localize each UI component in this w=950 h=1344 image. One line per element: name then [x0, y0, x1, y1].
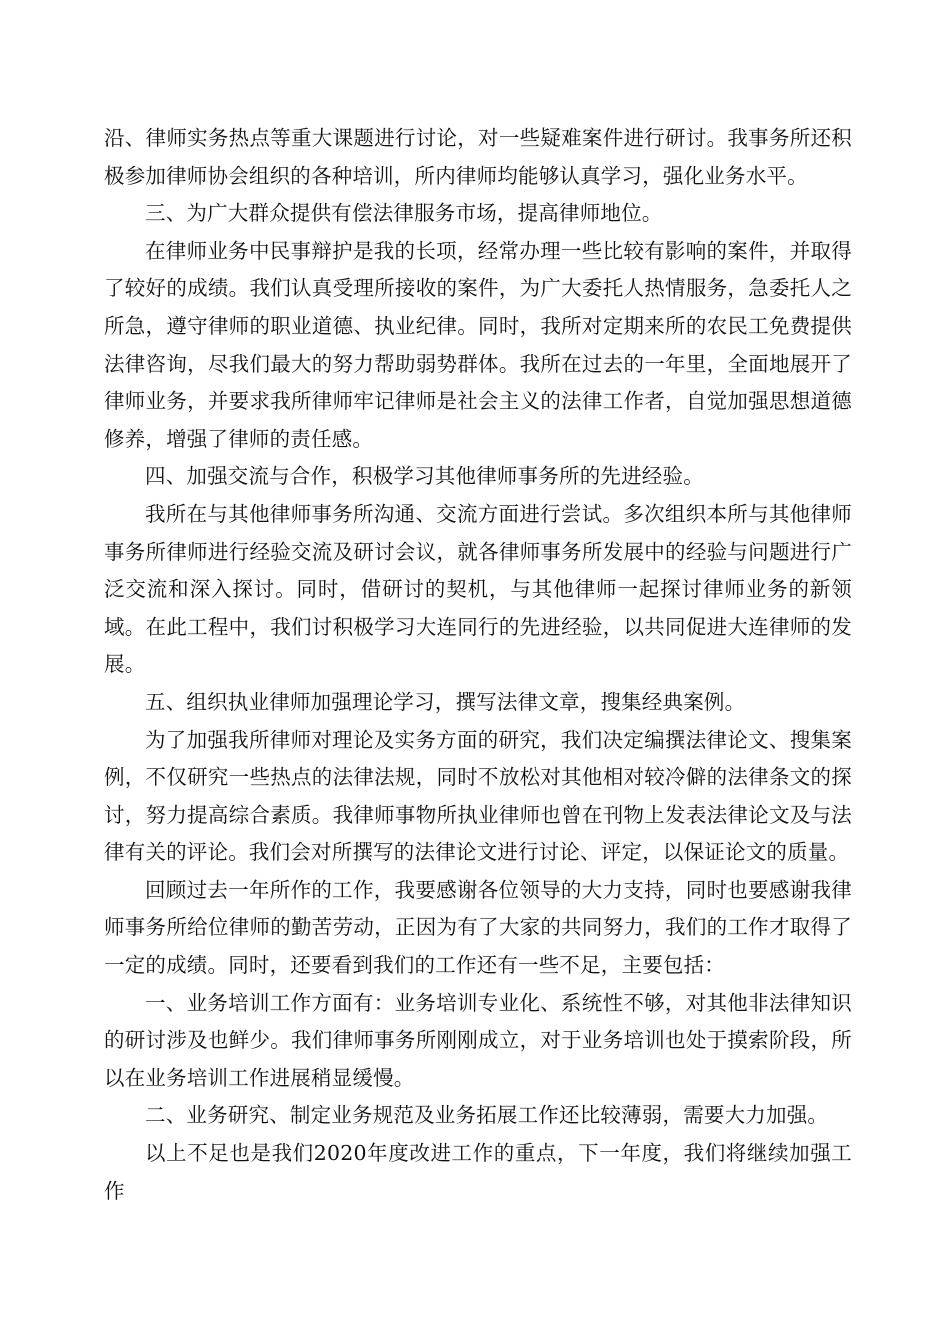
paragraph-exchange: 我所在与其他律师事务所沟通、交流方面进行尝试。多次组织本所与其他律师事务所律师进行经验交流及研讨会议，就各律师事务所发展中的经验与问题进行广泛交流和深入探讨。同时，借研讨的契机，与其他律师一起探讨律师业务的新领域。在此工程中，我们讨积极学习大连同行的先进经验，以共同促进大连律师的发展。 — [104, 501, 852, 677]
paragraph-shortcoming-2: 二、业务研究、制定业务规范及业务拓展工作还比较薄弱，需要大力加强。 — [145, 1103, 829, 1128]
section-heading-3: 三、为广大群众提供有偿法律服务市场，提高律师地位。 — [145, 201, 663, 226]
section-heading-5: 五、组织执业律师加强理论学习，撰写法律文章，搜集经典案例。 — [145, 689, 746, 714]
section-heading-4: 四、加强交流与合作，积极学习其他律师事务所的先进经验。 — [145, 464, 704, 489]
document-body — [104, 120, 852, 1210]
paragraph-theory-study: 为了加强我所律师对理论及实务方面的研究，我们决定编撰法律论文、搜集案例，不仅研究一些热点的法律法规，同时不放松对其他相对较冷僻的法律条文的探讨，努力提高综合素质。我律师事物所执业律师也曾在刊物上发表法律论文及与法律有关的评论。我们会对所撰写的法律论文进行讨论、评定，以保证论文的质量。 — [104, 727, 852, 865]
paragraph-civil-defense: 在律师业务中民事辩护是我的长项，经常办理一些比较有影响的案件，并取得了较好的成绩。我们认真受理所接收的案件，为广大委托人热情服务，急委托人之所急，遵守律师的职业道德、执业纪律。同时，我所对定期来所的农民工免费提供法律咨询，尽我们最大的努力帮助弱势群体。我所在过去的一年里，全面地展开了律师业务，并要求我所律师牢记律师是社会主义的法律工作者，自觉加强思想道德修养，增强了律师的责任感。 — [104, 238, 852, 451]
paragraph-continuation: 沿、律师实务热点等重大课题进行讨论，对一些疑难案件进行研讨。我事务所还积极参加律师协会组织的各种培训，所内律师均能够认真学习，强化业务水平。 — [104, 126, 852, 188]
paragraph-shortcoming-1: 一、业务培训工作方面有：业务培训专业化、系统性不够，对其他非法律知识的研讨涉及也鲜少。我们律师事务所刚刚成立，对于业务培训也处于摸索阶段，所以在业务培训工作进展稍显缓慢。 — [104, 990, 852, 1090]
paragraph-review: 回顾过去一年所作的工作，我要感谢各位领导的大力支持，同时也要感谢我律师事务所给位律师的勤苦劳动，正因为有了大家的共同努力，我们的工作才取得了一定的成绩。同时，还要看到我们的工作还有一些不足，主要包括： — [104, 877, 852, 978]
paragraph-next-year: 以上不足也是我们2020年度改进工作的重点，下一年度，我们将继续加强工作 — [104, 1141, 852, 1203]
